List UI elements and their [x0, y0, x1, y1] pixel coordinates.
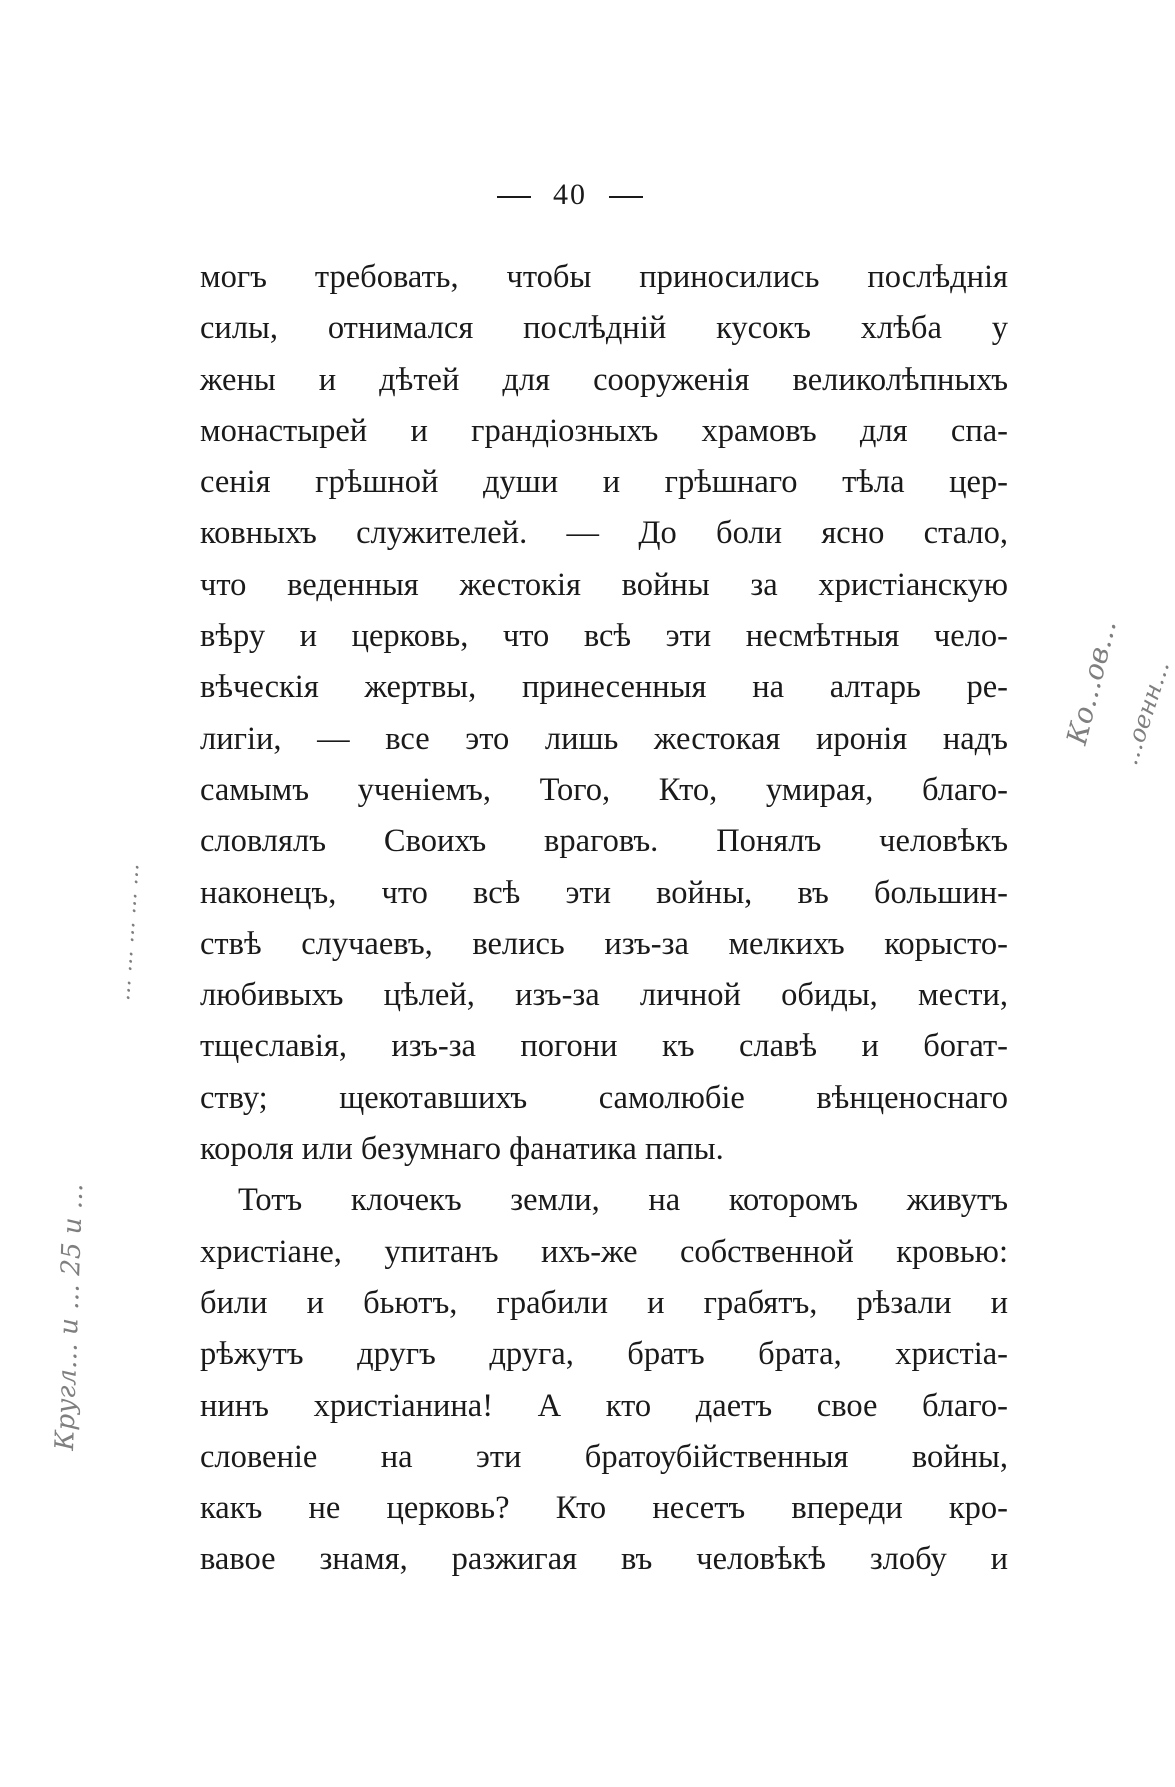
text-line: самымъ ученіемъ, Того, Кто, умирая, благо- — [200, 771, 1008, 808]
page-number — [0, 178, 1140, 212]
text-line: лигіи, — все это лишь жестокая иронія надъ — [200, 720, 1008, 757]
text-body — [200, 252, 1008, 1586]
page-number-value: 40 — [553, 178, 587, 211]
text-line: ковныхъ служителей. — До боли ясно стало, — [200, 515, 1008, 552]
text-line: ству; щекотавшихъ самолюбіе вѣнценоснаго — [200, 1079, 1008, 1116]
text-line: могъ требовать, чтобы приносились послѣднія — [200, 259, 1008, 295]
text-line: жены и дѣтей для сооруженія великолѣпныхъ — [200, 361, 1008, 398]
text-line: рѣжутъ другъ друга, братъ брата, христіа- — [200, 1336, 1008, 1373]
text-line-paragraph-start: Тотъ клочекъ земли, на которомъ живутъ — [238, 1182, 1008, 1219]
text-line: христіане, упитанъ ихъ-же собственной кровью: — [200, 1233, 1008, 1270]
text-line: монастырей и грандіозныхъ храмовъ для спа- — [200, 412, 1008, 449]
text-line: нинъ христіанина! А кто даетъ свое благо- — [200, 1387, 1008, 1424]
dash-right — [609, 196, 643, 198]
text-line: вѣру и церковь, что всѣ эти несмѣтныя чело- — [200, 618, 1008, 655]
text-line: словлялъ Своихъ враговъ. Понялъ человѣкъ — [200, 823, 1008, 860]
text-line: вѣческія жертвы, принесенныя на алтарь ре- — [200, 669, 1008, 706]
text-line: били и бьютъ, грабили и грабятъ, рѣзали и — [200, 1284, 1008, 1321]
dash-left — [497, 196, 531, 198]
handwritten-note-left-inner: … … … … … — [110, 862, 145, 1002]
text-line: ствѣ случаевъ, велись изъ-за мелкихъ корысто- — [200, 925, 1008, 962]
text-line: тщеславія, изъ-за погони къ славѣ и богат- — [200, 1028, 1008, 1065]
text-line: сенія грѣшной души и грѣшнаго тѣла цер- — [200, 464, 1008, 501]
handwritten-note-right: Ко…ов… — [1060, 616, 1123, 748]
text-line: силы, отнимался послѣдній кусокъ хлѣба у — [200, 310, 1008, 347]
handwritten-note-left: Кругл… и … 25 и … — [50, 1182, 90, 1452]
text-line-paragraph-end: короля или безумнаго фанатика папы. — [200, 1131, 724, 1168]
text-line: наконецъ, что всѣ эти войны, въ большин- — [200, 874, 1008, 911]
text-line: какъ не церковь? Кто несетъ впереди кро- — [200, 1490, 1008, 1527]
text-line: вавое знамя, разжигая въ человѣкѣ злобу и — [200, 1541, 1008, 1578]
text-line: любивыхъ цѣлей, изъ-за личной обиды, мести, — [200, 977, 1008, 1014]
handwritten-note-right-outer: …оенн… — [1115, 657, 1175, 769]
text-line: что веденныя жестокія войны за христіанскую — [200, 566, 1008, 603]
text-line: словеніе на эти братоубійственныя войны, — [200, 1438, 1008, 1475]
